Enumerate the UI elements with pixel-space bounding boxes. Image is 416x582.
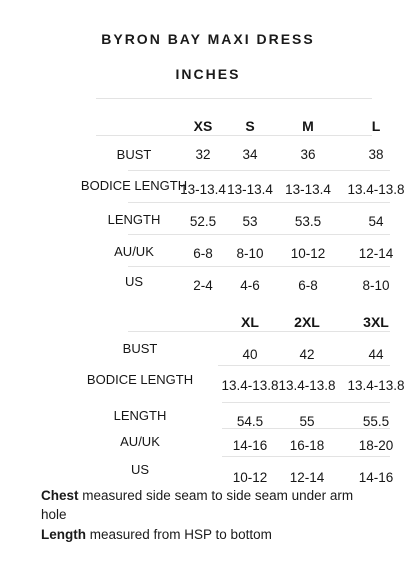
chest-term: Chest: [41, 488, 79, 503]
table-cell: 13-13.4: [180, 182, 226, 197]
table-cell: 8-10: [236, 246, 264, 261]
table-cell: 36: [300, 147, 316, 162]
row-divider: [96, 135, 372, 136]
page-subtitle: INCHES: [175, 66, 241, 82]
table-cell: 53.5: [294, 214, 322, 229]
table-cell: 10-12: [232, 470, 268, 485]
row-divider: [128, 202, 390, 203]
table-cell: 55: [299, 414, 315, 429]
row-divider: [222, 456, 390, 457]
row-label: BODICE LENGTH: [80, 178, 188, 193]
table-cell: 6-8: [298, 278, 318, 293]
row-divider: [218, 365, 390, 366]
table-cell: 14-16: [358, 470, 394, 485]
row-label: AU/UK: [114, 244, 154, 259]
table-cell: 13.4-13.8: [347, 182, 405, 197]
table-cell: 2-4: [193, 278, 213, 293]
length-note: [41, 527, 272, 542]
table-cell: 32: [195, 147, 211, 162]
row-label: US: [130, 462, 150, 477]
table-cell: 4-6: [240, 278, 260, 293]
table-cell: 14-16: [232, 438, 268, 453]
table-cell: 13-13.4: [227, 182, 273, 197]
table-cell: 12-14: [289, 470, 325, 485]
size-header: S: [245, 118, 255, 134]
table-cell: 13.4-13.8: [221, 378, 279, 393]
table-cell: 13.4-13.8: [278, 378, 336, 393]
chest-text: measured side seam to side seam under arm: [78, 488, 354, 503]
row-divider: [222, 402, 390, 403]
row-label: BUST: [116, 147, 152, 162]
table-cell: 13.4-13.8: [347, 378, 405, 393]
table-cell: 10-12: [290, 246, 326, 261]
row-label: AU/UK: [120, 434, 160, 449]
table-cell: 12-14: [358, 246, 394, 261]
table-cell: 42: [299, 347, 315, 362]
chest-note: [41, 488, 353, 503]
chest-note-cont: hole: [41, 507, 67, 522]
row-label: LENGTH: [107, 212, 161, 227]
table-cell: 52.5: [189, 214, 217, 229]
row-divider: [128, 170, 390, 171]
table-cell: 38: [368, 147, 384, 162]
divider: [96, 98, 372, 99]
size-header: M: [302, 118, 314, 134]
page-title: BYRON BAY MAXI DRESS: [101, 31, 315, 47]
table-cell: 16-18: [289, 438, 325, 453]
table-cell: 34: [242, 147, 258, 162]
row-label: US: [124, 274, 144, 289]
row-label: LENGTH: [113, 408, 167, 423]
length-text: measured from HSP to bottom: [86, 527, 272, 542]
row-label: BUST: [122, 341, 158, 356]
length-term: Length: [41, 527, 86, 542]
table-cell: 54.5: [236, 414, 264, 429]
size-header: XL: [241, 314, 259, 330]
table-cell: 54: [368, 214, 384, 229]
row-divider: [128, 266, 390, 267]
row-label: BODICE LENGTH: [86, 372, 194, 387]
table-cell: 53: [242, 214, 258, 229]
table-cell: 18-20: [358, 438, 394, 453]
size-header: XS: [193, 118, 213, 134]
row-divider: [128, 234, 390, 235]
row-divider: [128, 331, 390, 332]
table-cell: 8-10: [362, 278, 390, 293]
table-cell: 44: [368, 347, 384, 362]
size-header: 3XL: [363, 314, 389, 330]
table-cell: 13-13.4: [285, 182, 331, 197]
size-header: 2XL: [294, 314, 320, 330]
table-cell: 6-8: [193, 246, 213, 261]
table-cell: 55.5: [362, 414, 390, 429]
size-header: L: [371, 118, 381, 134]
table-cell: 40: [242, 347, 258, 362]
